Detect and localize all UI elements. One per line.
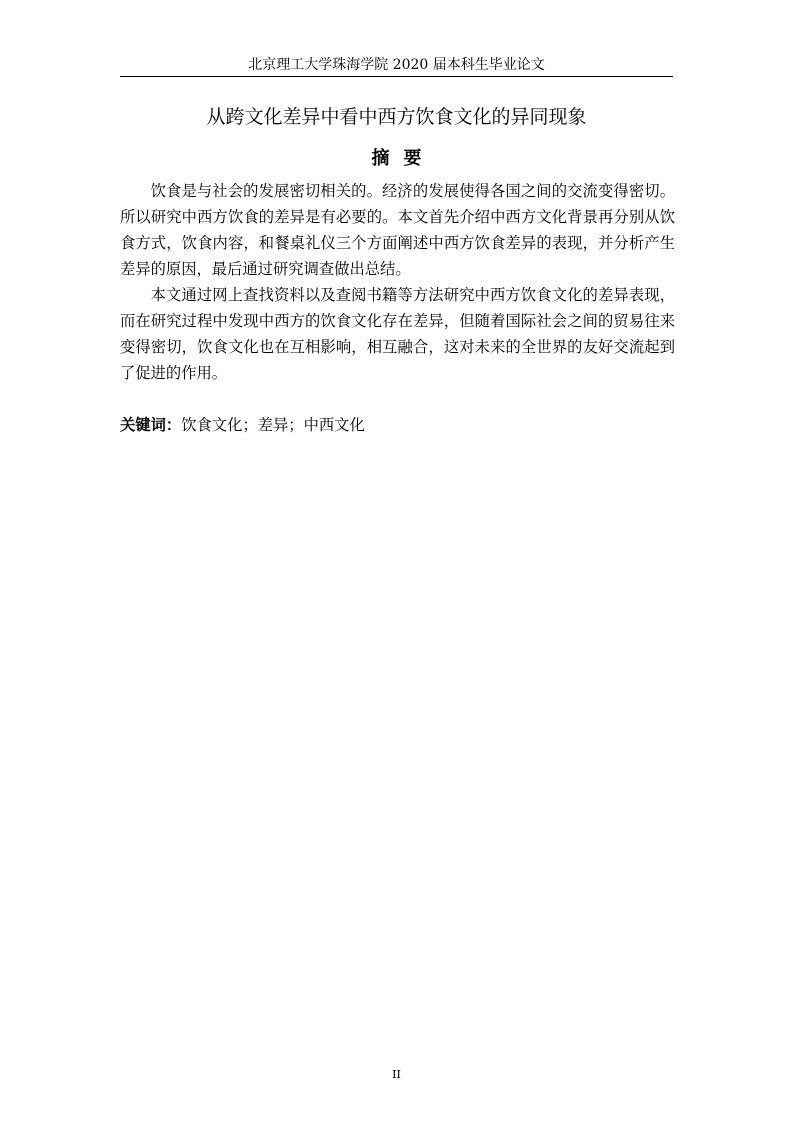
abstract-paragraph-2: 本文通过网上查找资料以及查阅书籍等方法研究中西方饮食文化的差异表现，而在研究过程中发现中西方的饮食文化存在差异，但随着国际社会之间的贸易往来变得密切，饮食文化也在互相影响，相互融合，这对未来的全世界的友好交流起到了促进的作用。 <box>120 286 675 382</box>
header-rule <box>120 76 673 77</box>
abstract-heading: 摘要 <box>371 148 436 169</box>
running-header: 北京理工大学珠海学院 2020 届本科生毕业论文 <box>248 57 545 73</box>
keywords-line <box>120 413 673 437</box>
abstract-body <box>120 178 675 386</box>
keywords-label: 关键词： <box>120 416 182 434</box>
abstract-paragraph-1: 饮食是与社会的发展密切相关的。经济的发展使得各国之间的交流变得密切。所以研究中西方饮食的差异是有必要的。本文首先介绍中西方文化背景再分别从饮食方式，饮食内容，和餐桌礼仪三个方面阐述中西方饮食差异的表现，并分析产生差异的原因，最后通过研究调查做出总结。 <box>120 182 675 278</box>
thesis-title: 从跨文化差异中看中西方饮食文化的异同现象 <box>206 106 587 128</box>
keywords-value: 饮食文化；差异；中西文化 <box>181 416 365 434</box>
page-number: II <box>392 1068 401 1081</box>
